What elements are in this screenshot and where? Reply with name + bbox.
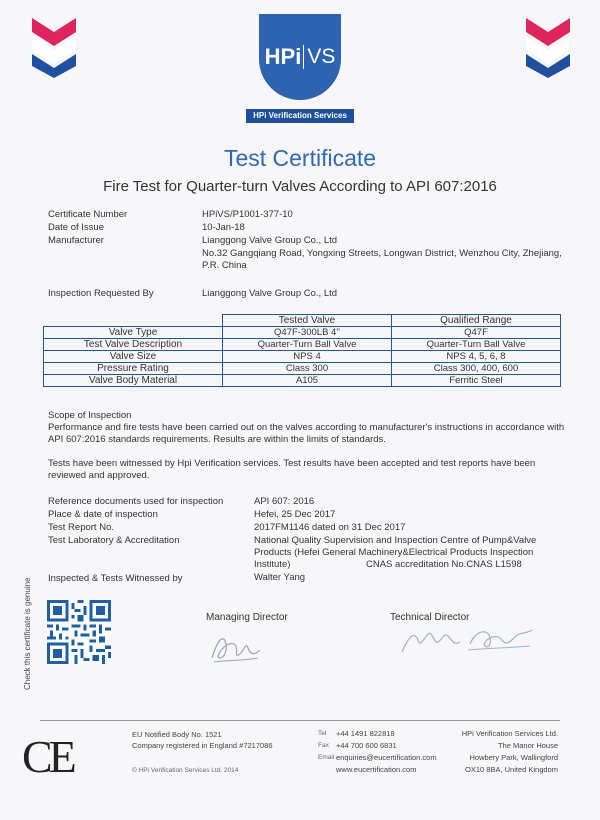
col-qualified-range: Qualified Range <box>392 315 561 327</box>
reference-docs: API 607: 2016 <box>254 496 315 507</box>
test-lab-label: Test Laboratory & Accreditation <box>48 535 180 546</box>
logo-hpi-text: HPi <box>264 44 302 69</box>
row-label: Pressure Rating <box>44 363 223 375</box>
technical-director-label: Technical Director <box>390 612 470 623</box>
certificate-number-label: Certificate Number <box>48 209 128 220</box>
range-value: Q47F <box>392 327 561 339</box>
table-row <box>44 339 561 351</box>
manufacturer-address: No.32 Gangqiang Road, Yongxing Streets, Longwan District, Wenzhou City, Zhejiang, P.R. China <box>202 248 562 271</box>
scope-paragraph-1: Performance and fire tests have been carried out on the valves according to manufacturer's instructions in accordance with API 607:2016 standards requirements. Results are within the limits of standards. <box>48 422 565 445</box>
footer-address-3: OX10 8BA, United Kingdom <box>465 765 558 774</box>
table-row <box>44 327 561 339</box>
logo-ribbon: HPi Verification Services <box>246 109 354 123</box>
certificate-title: Test Certificate <box>223 145 377 171</box>
scope-heading: Scope of Inspection <box>48 410 132 421</box>
witness-name: Walter Yang <box>254 572 306 583</box>
logo-badge <box>259 14 341 100</box>
manufacturer-name: Lianggong Valve Group Co., Ltd <box>202 235 338 246</box>
scope-paragraph-2: Tests have been witnessed by Hpi Verification services. Test results have been accepted and test reports have been reviewed and approved. <box>48 458 536 481</box>
test-report-label: Test Report No. <box>48 522 114 533</box>
verify-genuine-text: Check this certificate is genuine <box>23 577 32 690</box>
email-label: Email <box>318 754 335 761</box>
table-row <box>44 363 561 375</box>
tel-number: +44 1491 822818 <box>336 729 395 738</box>
certificate-number: HPiVS/P1001-377-10 <box>202 209 293 220</box>
certificate-subtitle: Fire Test for Quarter-turn Valves According to API 607:2016 <box>103 178 497 195</box>
tel-label: Tel <box>318 730 327 737</box>
accreditation: CNAS accreditation No.CNAS L1598 <box>366 559 522 570</box>
website-link[interactable]: www.eucertification.com <box>336 765 417 774</box>
hpi-logo <box>246 14 354 134</box>
valve-table <box>43 314 561 387</box>
ce-mark: CE <box>22 731 73 782</box>
place-date: Hefei, 25 Dec 2017 <box>254 509 336 520</box>
footer-address-2: Howbery Park, Wallingford <box>469 753 558 762</box>
notified-body: EU Notified Body No. 1521 <box>132 730 222 739</box>
corner-ribbon-left <box>32 8 78 78</box>
footer-company: HPi Verification Services Ltd. <box>461 729 558 738</box>
footer-address-1: The Manor House <box>497 741 558 750</box>
company-registered: Company registered in England #7217086 <box>132 741 273 750</box>
row-label: Valve Size <box>44 351 223 363</box>
copyright: © HPi Verification Services Ltd. 2014 <box>132 767 239 774</box>
reference-docs-label: Reference documents used for inspection <box>48 496 224 507</box>
place-date-label: Place & date of inspection <box>48 509 158 520</box>
range-value: NPS 4, 5, 6, 8 <box>392 351 561 363</box>
corner-ribbon-right <box>526 8 572 78</box>
table-corner <box>44 315 223 327</box>
row-label: Test Valve Description <box>44 339 223 351</box>
fax-label: Fax <box>318 742 329 749</box>
witness-label: Inspected & Tests Witnessed by <box>48 573 183 584</box>
date-of-issue: 10-Jan-18 <box>202 222 245 233</box>
test-report: 2017FM1146 dated on 31 Dec 2017 <box>254 522 406 533</box>
range-value: Ferritic Steel <box>392 375 561 387</box>
range-value: Class 300, 400, 600 <box>392 363 561 375</box>
tested-value: Q47F-300LB 4'' <box>223 327 392 339</box>
managing-director-signature <box>206 628 266 668</box>
col-tested-valve: Tested Valve <box>223 315 392 327</box>
manufacturer-label: Manufacturer <box>48 235 104 246</box>
fax-number: +44 700 600 6831 <box>336 741 397 750</box>
table-header-row <box>44 315 561 327</box>
tested-value: A105 <box>223 375 392 387</box>
footer-divider <box>40 720 560 721</box>
table-row <box>44 375 561 387</box>
table-row <box>44 351 561 363</box>
logo-vs-text: VS <box>303 45 335 69</box>
tested-value: NPS 4 <box>223 351 392 363</box>
date-of-issue-label: Date of Issue <box>48 222 104 233</box>
email-link[interactable]: enquiries@eucertification.com <box>336 753 437 762</box>
row-label: Valve Type <box>44 327 223 339</box>
test-lab: National Quality Supervision and Inspection Centre of Pump&Valve Products (Hefei General Machinery&Electrical Products Inspection Institute) <box>254 535 537 570</box>
inspection-requested-label: Inspection Requested By <box>48 288 154 299</box>
inspection-requested-by: Lianggong Valve Group Co., Ltd <box>202 288 338 299</box>
row-label: Valve Body Material <box>44 375 223 387</box>
technical-director-signature <box>398 620 538 660</box>
tested-value: Class 300 <box>223 363 392 375</box>
range-value: Quarter-Turn Ball Valve <box>392 339 561 351</box>
managing-director-label: Managing Director <box>206 612 288 623</box>
qr-code[interactable] <box>47 600 111 664</box>
tested-value: Quarter-Turn Ball Valve <box>223 339 392 351</box>
